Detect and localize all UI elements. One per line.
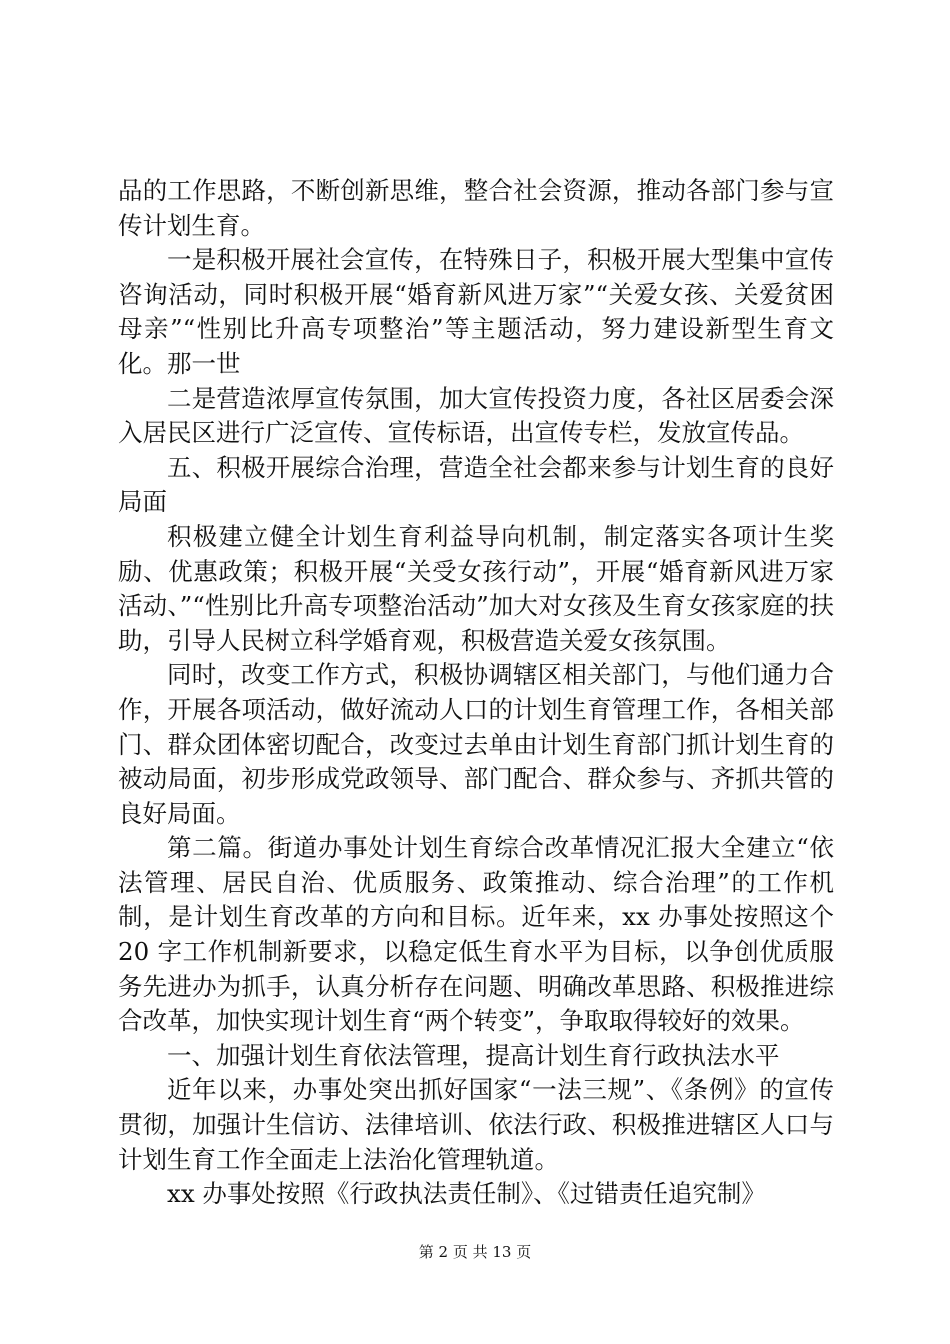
page-number-footer: 第 2 页 共 13 页 (418, 1243, 532, 1261)
paragraph: xx 办事处按照《行政执法责任制》、《过错责任追究制》 (167, 1179, 766, 1209)
paragraph: 积极建立健全计划生育利益导向机制，制定落实各项计生奖励、优惠政策；积极开展“关受女孩行动”，开展“婚育新风进万家活动、”“性别比升高专项整治活动”加大对女孩及生育女孩家庭的扶助，引导人民树立科学婚育观，积极营造关爱女孩氛围。 (118, 521, 834, 655)
paragraph: 第二篇。街道办事处计划生育综合改革情况汇报大全建立“依法管理、居民自治、优质服务、政策推动、综合治理”的工作机制，是计划生育改革的方向和目标。近年来，xx 办事处按照这个 20 字工作机制新要求，以稳定低生育水平为目标，以争创优质服务先进办为抓手，认真分析存在问题、明确改革思路、积极推进综合改革，加快实现计划生育“两个转变”，争取取得较好的效果。 (118, 833, 834, 1036)
document-body (118, 174, 834, 1212)
paragraph: 二是营造浓厚宣传氛围，加大宣传投资力度，各社区居委会深入居民区进行广泛宣传、宣传标语，出宣传专栏，发放宣传品。 (118, 383, 834, 448)
section-heading: 一、加强计划生育依法管理，提高计划生育行政执法水平 (167, 1040, 780, 1070)
paragraph: 同时，改变工作方式，积极协调辖区相关部门，与他们通力合作，开展各项活动，做好流动人口的计划生育管理工作，各相关部门、群众团体密切配合，改变过去单由计划生育部门抓计划生育的被动局面，初步形成党政领导、部门配合、群众参与、齐抓共管的良好局面。 (118, 660, 834, 828)
paragraph: 一是积极开展社会宣传，在特殊日子，积极开展大型集中宣传咨询活动，同时积极开展“婚育新风进万家”“关爱女孩、关爱贫困母亲”“性别比升高专项整治”等主题活动，努力建设新型生育文化。那一世 (118, 245, 834, 378)
section-heading: 五、积极开展综合治理，营造全社会都来参与计划生育的良好局面 (118, 452, 834, 517)
paragraph: 近年以来，办事处突出抓好国家“一法三规”、《条例》的宣传贯彻，加强计生信访、法律培训、依法行政、积极推进辖区人口与计划生育工作全面走上法治化管理轨道。 (118, 1075, 834, 1174)
paragraph: 品的工作思路，不断创新思维，整合社会资源，推动各部门参与宣传计划生育。 (118, 176, 834, 240)
